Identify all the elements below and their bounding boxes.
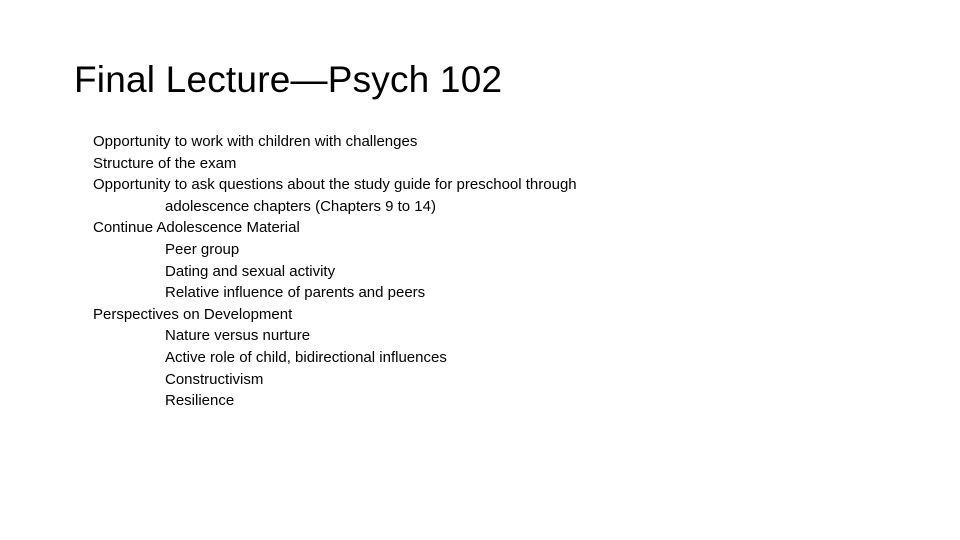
slide-title: Final Lecture—Psych 102 xyxy=(74,59,503,100)
body-line: Structure of the exam xyxy=(93,154,237,172)
slide-body xyxy=(93,131,913,412)
body-line-indented: Nature versus nurture xyxy=(165,327,311,345)
body-line-indented: Peer group xyxy=(165,240,240,258)
body-line-indented: Relative influence of parents and peers xyxy=(165,284,426,302)
body-line: Opportunity to work with children with challenges xyxy=(93,133,418,150)
body-line-indented: Resilience xyxy=(165,392,235,410)
body-line-indented: Dating and sexual activity xyxy=(165,262,336,280)
body-line-indented: Active role of child, bidirectional influences xyxy=(165,348,447,366)
body-line-indented: Constructivism xyxy=(165,370,264,388)
body-line: Continue Adolescence Material xyxy=(93,219,300,237)
body-line: Perspectives on Development xyxy=(93,305,293,323)
body-line-indented: adolescence chapters (Chapters 9 to 14) xyxy=(165,197,436,215)
body-line: Opportunity to ask questions about the study guide for preschool through xyxy=(93,176,577,194)
